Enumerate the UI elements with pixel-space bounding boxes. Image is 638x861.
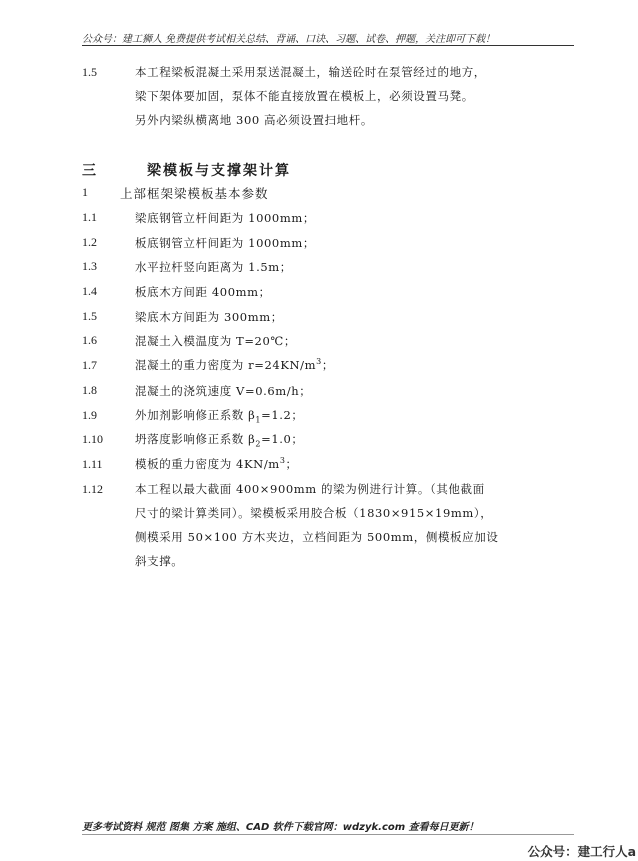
item-paragraph <box>135 481 575 577</box>
paragraph-line: 本工程梁板混凝土采用泵送混凝土，输送砼时在泵管经过的地方， <box>135 65 486 79</box>
footer-divider <box>82 834 574 835</box>
paragraph-line: 斜支撑。 <box>135 554 184 568</box>
param-text <box>135 431 304 448</box>
param-text-main: 混凝土的重力密度为 r=24KN/m <box>135 358 317 372</box>
param-text-main: 坍落度影响修正系数 β <box>135 432 256 446</box>
param-text: 混凝土入模温度为 T=20℃； <box>135 334 296 348</box>
param-text <box>135 456 298 472</box>
superscript: 3 <box>279 456 286 466</box>
param-text: 板底钢管立杆间距为 1000mm； <box>135 236 315 250</box>
param-text: 混凝土的浇筑速度 V=0.6m/h； <box>135 384 312 398</box>
subsection-title: 上部框架梁模板基本参数 <box>120 186 269 201</box>
param-number: 1.1 <box>82 210 97 224</box>
param-text-tail: ； <box>285 457 298 471</box>
param-text-tail: =1.2； <box>261 408 304 422</box>
paragraph-line: 梁下架体要加固，泵体不能直接放置在模板上，必须设置马凳。 <box>135 89 474 103</box>
paragraph-line: 尺寸的梁计算类同）。梁模板采用胶合板（1830×915×19mm）， <box>135 506 493 520</box>
param-number: 1.3 <box>82 259 97 273</box>
subscript: 1 <box>255 415 262 425</box>
item-paragraph <box>135 64 575 136</box>
param-number: 1.2 <box>82 235 97 249</box>
param-number: 1.10 <box>82 432 103 446</box>
param-number: 1.8 <box>82 383 97 397</box>
page-footer: 更多考试资料 规范 图集 方案 施组、CAD 软件下载官网：wdzyk.com 查看每日更新！ <box>82 822 479 833</box>
param-text-main: 模板的重力密度为 4KN/m <box>135 457 280 471</box>
param-text: 水平拉杆竖向距离为 1.5m； <box>135 260 292 274</box>
paragraph-line: 另外内梁纵横离地 300 高必须设置扫地杆。 <box>135 113 373 127</box>
param-number: 1.5 <box>82 309 97 323</box>
param-text-main: 外加剂影响修正系数 β <box>135 408 256 422</box>
section-title: 梁模板与支撑架计算 <box>147 163 291 179</box>
param-text-tail: ； <box>321 358 334 372</box>
param-number: 1.4 <box>82 284 97 298</box>
watermark: 公众号：建工行人a <box>527 844 636 859</box>
param-text: 板底木方间距 400mm； <box>135 285 271 299</box>
item-number: 1.5 <box>82 65 97 79</box>
param-number: 1.6 <box>82 333 97 347</box>
param-text: 梁底钢管立杆间距为 1000mm； <box>135 211 315 225</box>
subscript: 2 <box>255 439 262 449</box>
param-text-tail: =1.0； <box>261 432 304 446</box>
param-number: 1.7 <box>82 358 97 372</box>
subsection-number: 1 <box>82 185 88 199</box>
page-header: 公众号：建工狮人 免费提供考试相关总结、背诵、口诀、习题、试卷、押题，关注即可下载！ <box>82 34 496 45</box>
section-number: 三 <box>82 163 96 179</box>
param-text <box>135 357 334 373</box>
param-text <box>135 407 304 424</box>
item-number: 1.12 <box>82 482 103 496</box>
paragraph-line: 侧模采用 50×100 方木夹边，立档间距为 500mm，侧模板应加设 <box>135 530 499 544</box>
superscript: 3 <box>316 357 322 367</box>
paragraph-line: 本工程以最大截面 400×900mm 的梁为例进行计算。（其他截面 <box>135 482 485 496</box>
header-divider <box>82 45 574 46</box>
param-text: 梁底木方间距为 300mm； <box>135 310 283 324</box>
param-number: 1.9 <box>82 408 97 422</box>
param-number: 1.11 <box>82 457 103 471</box>
